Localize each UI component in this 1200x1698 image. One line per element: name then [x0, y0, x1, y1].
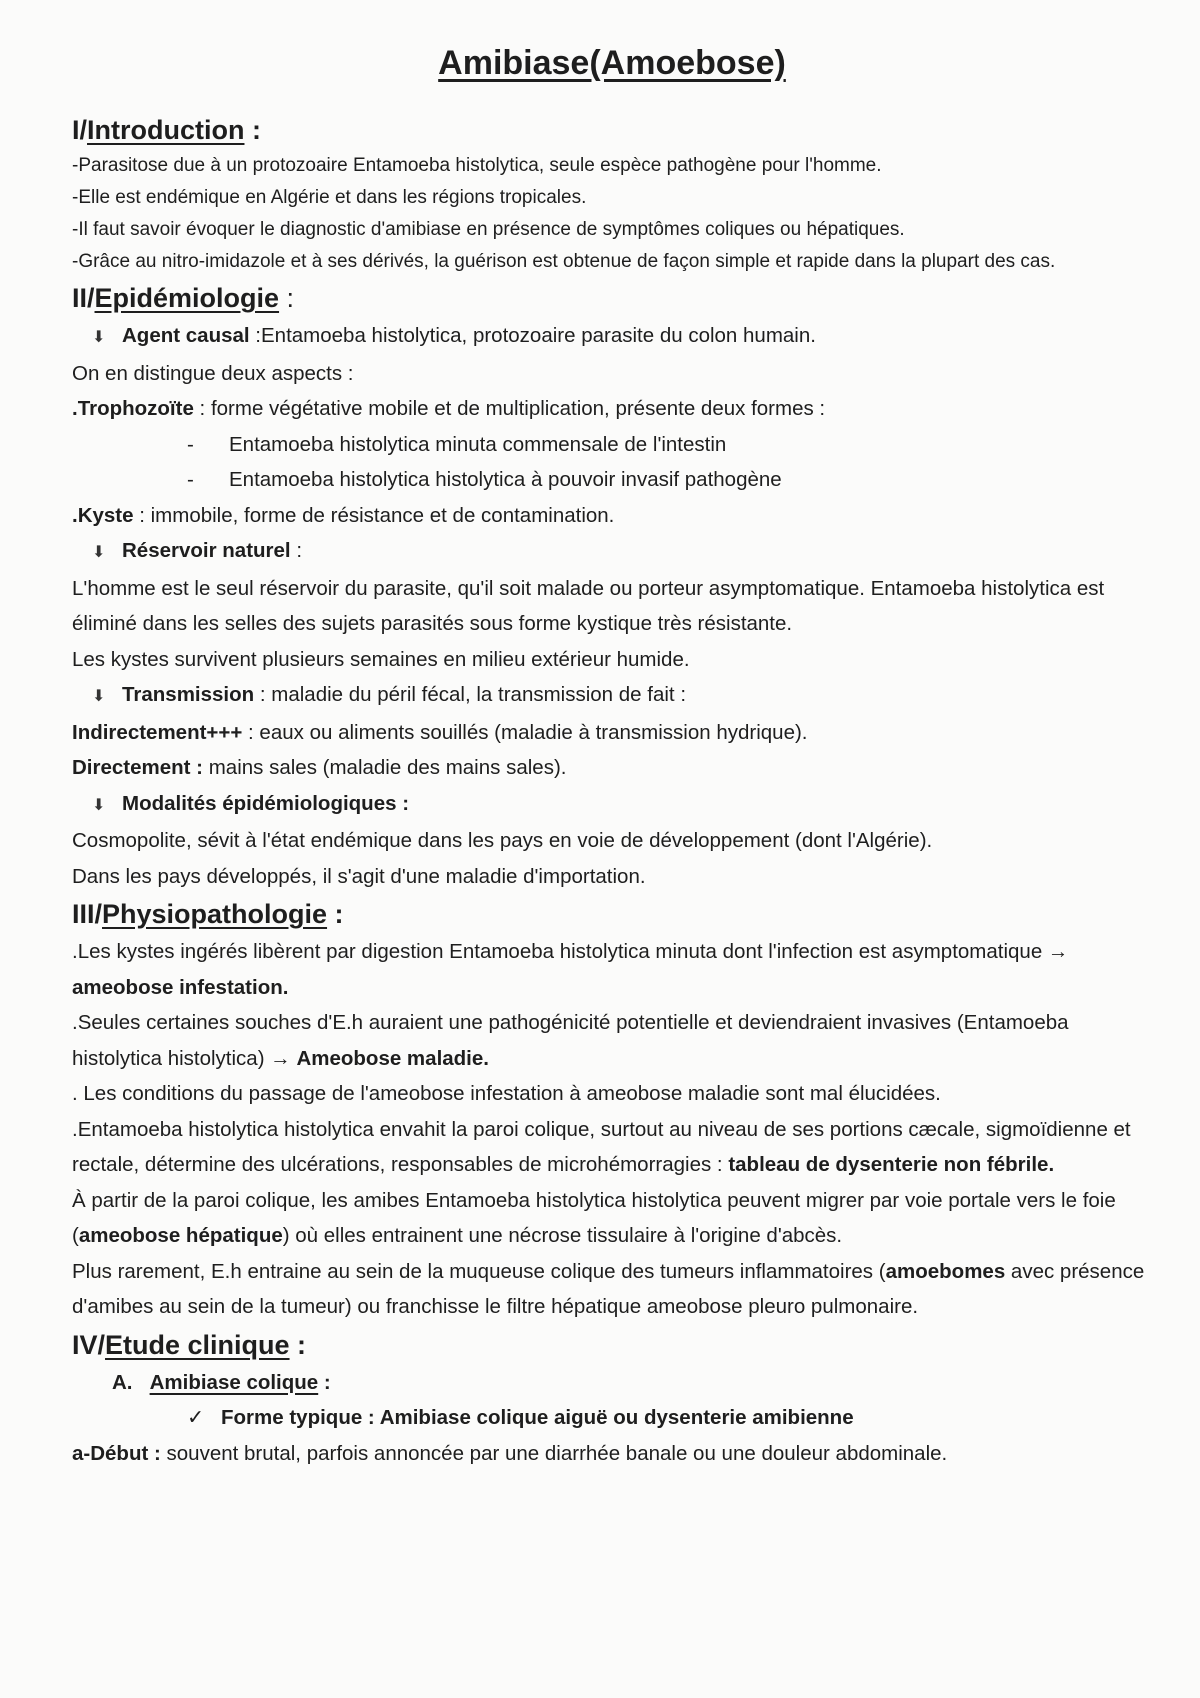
agent-causal-item: ⬇ Agent causal :Entamoeba histolytica, protozoaire parasite du colon humain.: [72, 318, 1152, 356]
physio-paragraph-3: . Les conditions du passage de l'ameobose infestation à ameobose maladie sont mal élucidées.: [72, 1082, 941, 1105]
intro-line-4: -Grâce au nitro-imidazole et à ses dérivés, la guérison est obtenue de façon simple et rapide dans la plupart des cas.: [72, 251, 1056, 272]
dash-item-histolytica: - Entamoeba histolytica histolytica à pouvoir invasif pathogène: [187, 468, 782, 491]
down-arrow-bullet-icon: ⬇: [92, 796, 106, 814]
reservoir-paragraph-1: L'homme est le seul réservoir du parasite, qu'il soit malade ou porteur asymptomatique. Entamoeba histolytica est éliminé dans les selles des sujets parasités sous forme kystique très résistante.: [72, 576, 1105, 635]
modalites-paragraph-2: Dans les pays développés, il s'agit d'une maladie d'importation.: [72, 864, 646, 888]
subsection-amibiase-colique: A. Amibiase colique :: [112, 1370, 331, 1394]
intro-line-2: -Elle est endémique en Algérie et dans les régions tropicales.: [72, 187, 587, 208]
check-mark-icon: ✓: [187, 1406, 205, 1429]
reservoir-item: ⬇ Réservoir naturel :: [72, 533, 1152, 571]
transmission-item: ⬇ Transmission : maladie du péril fécal, la transmission de fait :: [72, 677, 1152, 715]
down-arrow-bullet-icon: ⬇: [92, 544, 106, 561]
down-arrow-bullet-icon: ⬇: [92, 688, 106, 705]
intro-body: [72, 150, 1152, 278]
physio-paragraph-5: À partir de la paroi colique, les amibes Entamoeba histolytica histolytica peuvent migrer par voie portale vers le foie (ameobose hépatique) où elles entrainent une nécrose tissulaire à l'origine d'abcès.: [72, 1188, 1116, 1247]
kyste-line: .Kyste : immobile, forme de résistance et de contamination.: [72, 503, 615, 527]
section-introduction-heading: I/Introduction :: [72, 115, 261, 145]
document-title: Amibiase(Amoebose): [438, 44, 786, 82]
section-physiopathologie-heading: III/Physiopathologie :: [72, 899, 344, 929]
indirectement-line: Indirectement+++ : eaux ou aliments souillés (maladie à transmission hydrique).: [72, 720, 808, 744]
dash-item-minuta: - Entamoeba histolytica minuta commensale de l'intestin: [187, 432, 727, 456]
section-etude-clinique-heading: IV/Etude clinique :: [72, 1329, 307, 1360]
directement-line: Directement : mains sales (maladie des mains sales).: [72, 756, 567, 779]
document-content: [72, 40, 1152, 1471]
aspects-line: On en distingue deux aspects :: [72, 361, 354, 385]
section-epidemiologie-heading: II/Epidémiologie :: [72, 283, 295, 313]
intro-line-1: -Parasitose due à un protozoaire Entamoeba histolytica, seule espèce pathogène pour l'homme.: [72, 155, 882, 176]
modalites-item: ⬇ Modalités épidémiologiques :: [72, 786, 1152, 824]
physio-paragraph-1: .Les kystes ingérés libèrent par digestion Entamoeba histolytica minuta dont l'infection est asymptomatique → ameobose infestation.: [72, 940, 1069, 999]
debut-line: a-Début : souvent brutal, parfois annoncée par une diarrhée banale ou une douleur abdominale.: [72, 1441, 948, 1465]
physio-paragraph-6: Plus rarement, E.h entraine au sein de la muqueuse colique des tumeurs inflammatoires (amoebomes avec présence d'amibes au sein de la tumeur) ou franchisse le filtre hépatique ameobose pleuro pulmonaire.: [72, 1259, 1145, 1318]
intro-line-3: -Il faut savoir évoquer le diagnostic d'amibiase en présence de symptômes coliques ou hépatiques.: [72, 219, 905, 240]
modalites-paragraph-1: Cosmopolite, sévit à l'état endémique dans les pays en voie de développement (dont l'Algérie).: [72, 829, 933, 852]
down-arrow-bullet-icon: ⬇: [92, 329, 106, 346]
reservoir-paragraph-2: Les kystes survivent plusieurs semaines en milieu extérieur humide.: [72, 647, 690, 671]
trophozoite-line: .Trophozoïte : forme végétative mobile et de multiplication, présente deux formes :: [72, 397, 826, 420]
physio-paragraph-4: .Entamoeba histolytica histolytica envahit la paroi colique, surtout au niveau de ses portions cæcale, sigmoïdienne et rectale, détermine des ulcérations, responsables de microhémorragies : tableau de dysenterie non fébrile.: [72, 1117, 1131, 1176]
physio-paragraph-2: .Seules certaines souches d'E.h auraient une pathogénicité potentielle et deviendraient invasives (Entamoeba histolytica histolytica) → Ameobose maladie.: [72, 1011, 1069, 1070]
forme-typique-item: ✓ Forme typique : Amibiase colique aiguë ou dysenterie amibienne: [72, 1400, 1152, 1436]
